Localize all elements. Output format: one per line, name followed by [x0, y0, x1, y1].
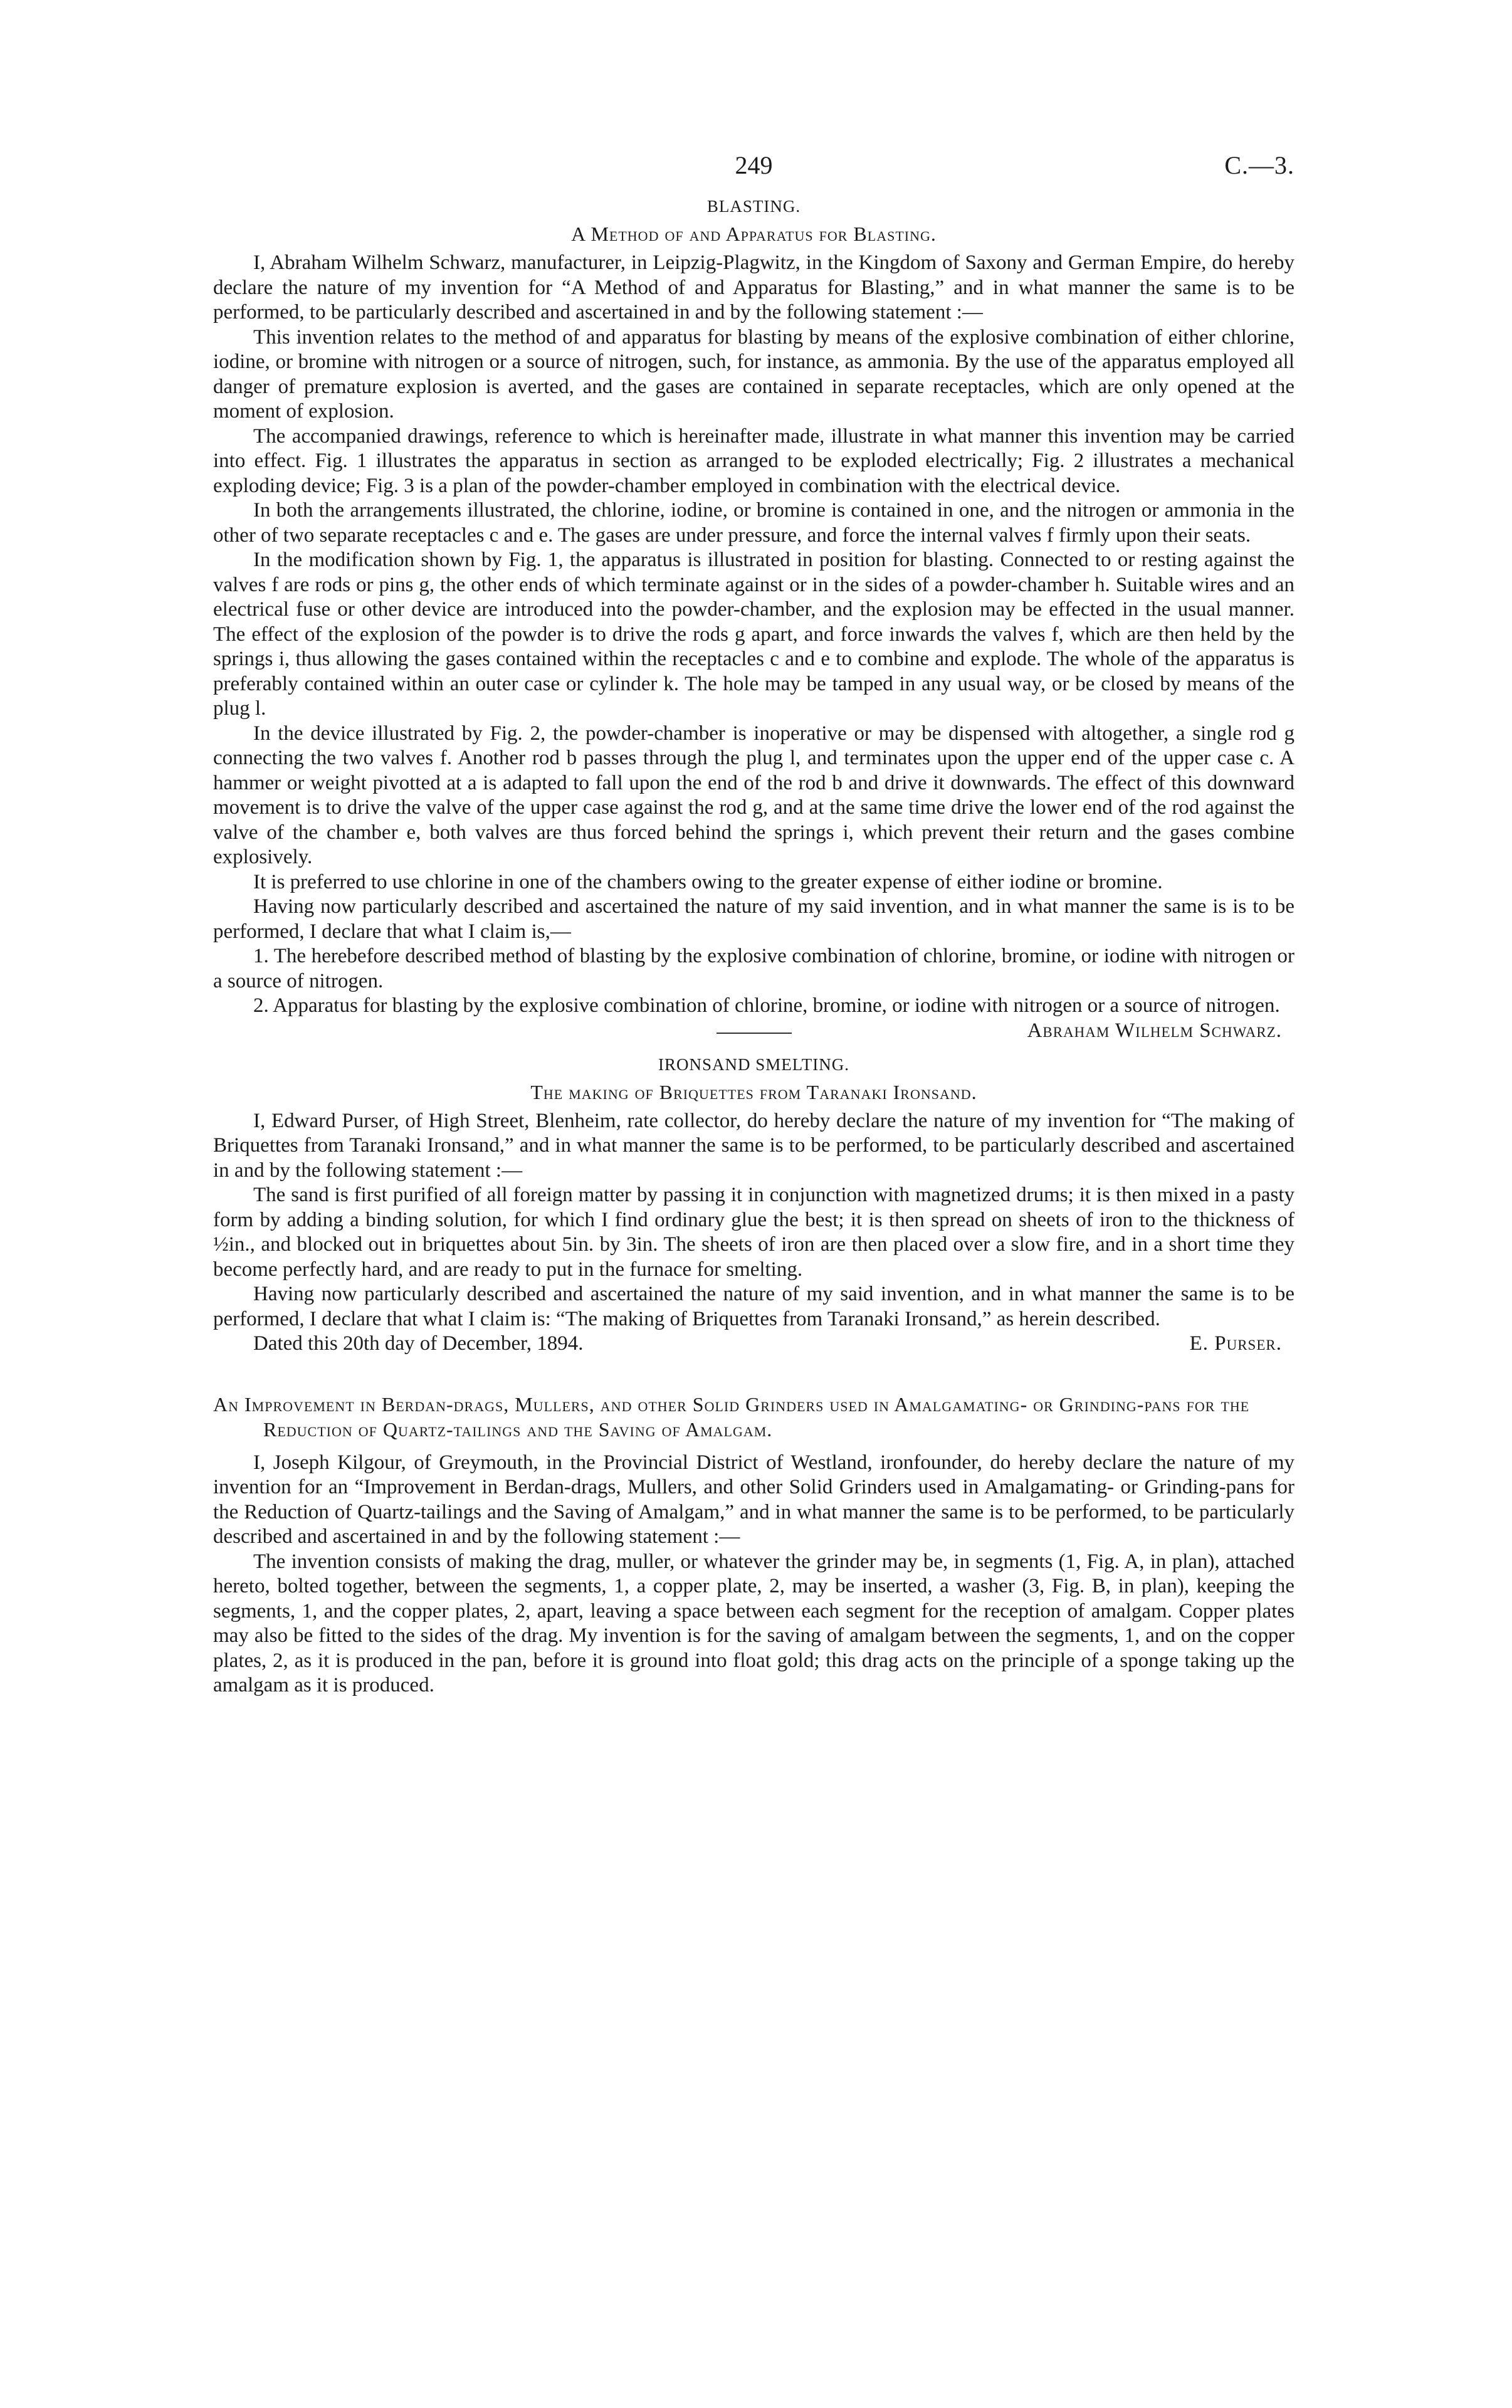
section-heading-ironsand: IRONSAND SMELTING.: [658, 1054, 850, 1074]
article-title-briquettes: The making of Briquettes from Taranaki Ironsand.: [530, 1080, 977, 1103]
section-divider: [717, 1033, 792, 1034]
paragraph: In the device illustrated by Fig. 2, the powder-chamber is inoperative or may be dispensed with altogether, a single rod g connecting the two valves f. Another rod b passes through the plug l, and terminates upon the upper end of the upper case c. A hammer or weight pivotted at a is adapted to fall upon the end of the rod b and drive it downwards. The effect of this downward movement is to drive the valve of the upper case against the rod g, and at the same time drive the lower end of the rod against the valve of the chamber e, both valves are thus forced behind the springs i, which prevent their return and the gases combine explosively.: [213, 722, 1294, 868]
section-heading-blasting: BLASTING.: [706, 197, 801, 216]
signature: E. Purser.: [1189, 1332, 1282, 1355]
page-reference: C.—3.: [1224, 151, 1294, 179]
paragraph: In the modification shown by Fig. 1, the apparatus is illustrated in position for blasting. Connected to or resting against the valves f are rods or pins g, the other ends of which terminate against or in the sides of a powder-chamber h. Suitable wires and an electrical fuse or other device are introduced into the powder-chamber, and the explosion may be effected in the usual manner. The effect of the explosion of the powder is to drive the rods g apart, and force inwards the valves f, which are then held by the springs i, thus allowing the gases contained within the receptacles c and e to combine and explode. The whole of the apparatus is preferably contained within an outer case or cylinder k. The hole may be tamped in any usual way, or be closed by means of the plug l.: [213, 549, 1294, 720]
document-page: [213, 150, 1294, 1698]
dated-line: [213, 1332, 1294, 1357]
paragraph: Having now particularly described and ascertained the nature of my said invention, and in what manner the same is is to be performed, I declare that what I claim is,—: [213, 895, 1294, 943]
paragraph: This invention relates to the method of and apparatus for blasting by means of the explosive combination of either chlorine, iodine, or bromine with nitrogen or a source of nitrogen, such, for instance, as ammonia. By the use of the apparatus employed all danger of premature explosion is averted, and the gases are contained in separate receptacles, which are only opened at the moment of explosion.: [213, 325, 1294, 423]
paragraph: Having now particularly described and ascertained the nature of my said invention, and in what manner the same is to be performed, I declare that what I claim is: “The making of Briquettes from Taranaki Ironsand,” as herein described.: [213, 1283, 1294, 1330]
paragraph: The invention consists of making the drag, muller, or whatever the grinder may be, in segments (1, Fig. A, in plan), attached hereto, bolted together, between the segments, 1, a copper plate, 2, may be inserted, a washer (3, Fig. B, in plan), keeping the segments, 1, and the copper plates, 2, apart, leaving a space between each segment for the reception of amalgam. Copper plates may also be fitted to the sides of the drag. My invention is for the saving of amalgam between the segments, 1, and on the copper plates, 2, as it is produced in the pan, before it is ground into float gold; this drag acts on the principle of a sponge taking up the amalgam as it is produced.: [213, 1550, 1294, 1696]
page-number: 249: [735, 151, 773, 179]
article-title-blasting: A Method of and Apparatus for Blasting.: [571, 223, 937, 245]
paragraph: The sand is first purified of all foreign matter by passing it in conjunction with magnetized drums; it is then mixed in a pasty form by adding a binding solution, for which I find ordinary glue the best; it is then spread on sheets of iron to the thickness of ½in., and blocked out in briquettes about 5in. by 3in. The sheets of iron are then placed over a slow fire, and in a short time they become perfectly hard, and are ready to put in the furnace for smelting.: [213, 1184, 1294, 1281]
signature: Abraham Wilhelm Schwarz.: [1027, 1019, 1282, 1042]
paragraph: I, Abraham Wilhelm Schwarz, manufacturer, in Leipzig-Plagwitz, in the Kingdom of Saxony and German Empire, do hereby declare the nature of my invention for “A Method of and Apparatus for Blasting,” and in what manner the same is to be performed, to be particularly described and ascertained in and by the following statement :—: [213, 251, 1294, 323]
paragraph: I, Joseph Kilgour, of Greymouth, in the Provincial District of Westland, ironfounder, do hereby declare the nature of my invention for an “Improvement in Berdan-drags, Mullers, and other Solid Grinders used in Amalgamating- or Grinding-pans for the Reduction of Quartz-tailings and the Saving of Amalgam,” and in what manner the same is to be performed, to be particularly described and ascertained in and by the following statement :—: [213, 1451, 1294, 1548]
page-header: [213, 150, 1294, 194]
paragraph: 1. The herebefore described method of blasting by the explosive combination of chlorine, bromine, or iodine with nitrogen or a source of nitrogen.: [213, 945, 1294, 992]
date-text: Dated this 20th day of December, 1894.: [253, 1332, 584, 1355]
article-title-berdan-drags: An Improvement in Berdan-drags, Mullers, and other Solid Grinders used in Amalgamating- or Grinding-pans for the Reduction of Quartz-tailings and the Saving of Amalgam.: [213, 1392, 1250, 1441]
closing-text: 2. Apparatus for blasting by the explosive combination of chlorine, bromine, or iodine with nitrogen or a source of nitrogen.: [253, 994, 1280, 1017]
paragraph: In both the arrangements illustrated, the chlorine, iodine, or bromine is contained in one, and the nitrogen or ammonia in the other of two separate receptacles c and e. The gases are under pressure, and force the internal valves f firmly upon their seats.: [213, 499, 1294, 547]
paragraph: It is preferred to use chlorine in one of the chambers owing to the greater expense of either iodine or bromine.: [253, 870, 1163, 893]
paragraph: I, Edward Purser, of High Street, Blenheim, rate collector, do hereby declare the nature of my invention for “The making of Briquettes from Taranaki Ironsand,” and in what manner the same is to be performed, to be particularly described and ascertained in and by the following statement :—: [213, 1109, 1294, 1182]
claim-with-signature: [213, 994, 1294, 1042]
paragraph: The accompanied drawings, reference to which is hereinafter made, illustrate in what manner this invention may be carried into effect. Fig. 1 illustrates the apparatus in section as arranged to be exploded electrically; Fig. 2 illustrates a mechanical exploding device; Fig. 3 is a plan of the powder-chamber employed in combination with the electrical device.: [213, 424, 1294, 497]
